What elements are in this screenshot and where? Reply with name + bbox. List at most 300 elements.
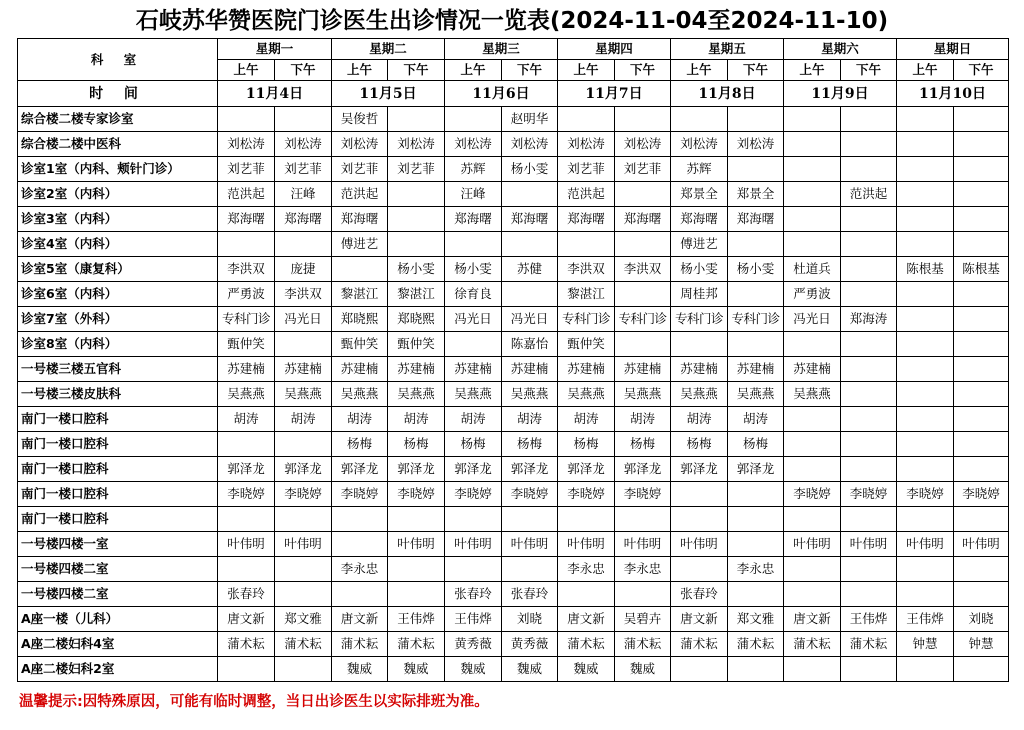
doctor-cell (897, 357, 954, 382)
pm-header: 下午 (388, 60, 445, 81)
doctor-cell: 李晓婷 (784, 482, 841, 507)
doctor-cell (841, 457, 897, 482)
doctor-cell: 叶伟明 (218, 532, 275, 557)
doctor-cell: 唐文新 (218, 607, 275, 632)
pm-header: 下午 (615, 60, 671, 81)
doctor-cell (897, 182, 954, 207)
date-header-tue: 11月5日 (332, 81, 445, 107)
pm-header: 下午 (502, 60, 558, 81)
day-header-wed: 星期三 (445, 39, 558, 60)
doctor-cell: 苏建楠 (558, 357, 615, 382)
doctor-cell: 傅进艺 (671, 232, 728, 257)
am-header: 上午 (218, 60, 275, 81)
doctor-cell (332, 532, 388, 557)
doctor-cell: 专科门诊 (671, 307, 728, 332)
doctor-cell: 黎湛江 (558, 282, 615, 307)
doctor-cell: 胡涛 (332, 407, 388, 432)
doctor-cell: 李洪双 (615, 257, 671, 282)
doctor-cell: 郑海曙 (275, 207, 332, 232)
doctor-cell: 吴燕燕 (671, 382, 728, 407)
doctor-cell: 蒲术耘 (332, 632, 388, 657)
doctor-cell: 徐育良 (445, 282, 502, 307)
doctor-cell (388, 232, 445, 257)
doctor-cell (388, 507, 445, 532)
dept-name-cell: 诊室6室（内科） (18, 282, 218, 307)
doctor-cell (954, 157, 1009, 182)
table-row (18, 357, 1009, 382)
dept-name-cell: 综合楼二楼专家诊室 (18, 107, 218, 132)
doctor-cell: 吴燕燕 (615, 382, 671, 407)
date-header-fri: 11月8日 (671, 81, 784, 107)
doctor-cell: 魏威 (615, 657, 671, 682)
doctor-cell (841, 207, 897, 232)
doctor-cell (615, 182, 671, 207)
doctor-cell (897, 232, 954, 257)
doctor-cell: 蒲术耘 (388, 632, 445, 657)
doctor-cell: 吴燕燕 (728, 382, 784, 407)
doctor-cell: 郭泽龙 (218, 457, 275, 482)
doctor-cell (728, 107, 784, 132)
doctor-cell: 冯光日 (784, 307, 841, 332)
doctor-cell (841, 382, 897, 407)
doctor-cell: 刘艺菲 (558, 157, 615, 182)
doctor-cell: 郑海曙 (728, 207, 784, 232)
dept-name-cell: 南门一楼口腔科 (18, 507, 218, 532)
doctor-cell: 陈根基 (954, 257, 1009, 282)
dept-name-cell: 诊室2室（内科） (18, 182, 218, 207)
doctor-cell: 黄秀薇 (445, 632, 502, 657)
doctor-cell (897, 307, 954, 332)
doctor-cell (445, 557, 502, 582)
am-header: 上午 (332, 60, 388, 81)
doctor-cell: 吴俊哲 (332, 107, 388, 132)
doctor-cell: 郭泽龙 (671, 457, 728, 482)
doctor-cell: 范洪起 (841, 182, 897, 207)
doctor-cell: 专科门诊 (615, 307, 671, 332)
doctor-cell (728, 232, 784, 257)
doctor-cell (784, 157, 841, 182)
doctor-cell: 郑晓熙 (388, 307, 445, 332)
day-header-sat: 星期六 (784, 39, 897, 60)
doctor-cell: 魏威 (332, 657, 388, 682)
doctor-cell: 李洪双 (558, 257, 615, 282)
doctor-cell (558, 507, 615, 532)
am-header: 上午 (445, 60, 502, 81)
doctor-cell (502, 282, 558, 307)
doctor-cell (784, 582, 841, 607)
doctor-cell (841, 507, 897, 532)
dept-name-cell: 南门一楼口腔科 (18, 407, 218, 432)
doctor-cell (445, 107, 502, 132)
doctor-cell: 刘松涛 (615, 132, 671, 157)
doctor-cell: 汪峰 (275, 182, 332, 207)
doctor-cell: 吴燕燕 (332, 382, 388, 407)
doctor-cell: 吴燕燕 (388, 382, 445, 407)
doctor-cell (954, 132, 1009, 157)
dept-name-cell: 诊室8室（内科） (18, 332, 218, 357)
doctor-cell: 刘松涛 (218, 132, 275, 157)
doctor-cell (728, 482, 784, 507)
pm-header: 下午 (275, 60, 332, 81)
doctor-cell: 郭泽龙 (502, 457, 558, 482)
doctor-cell: 蒲术耘 (841, 632, 897, 657)
table-row (18, 457, 1009, 482)
doctor-cell: 甄仲笑 (218, 332, 275, 357)
doctor-cell: 杨小雯 (388, 257, 445, 282)
table-row (18, 407, 1009, 432)
doctor-cell (502, 232, 558, 257)
doctor-cell: 叶伟明 (275, 532, 332, 557)
doctor-cell (784, 232, 841, 257)
doctor-cell: 冯光日 (502, 307, 558, 332)
doctor-cell: 唐文新 (558, 607, 615, 632)
doctor-cell: 胡涛 (671, 407, 728, 432)
dept-name-cell: 综合楼二楼中医科 (18, 132, 218, 157)
doctor-cell (841, 107, 897, 132)
doctor-cell (615, 107, 671, 132)
dept-name-cell: A座二楼妇科2室 (18, 657, 218, 682)
doctor-cell: 专科门诊 (558, 307, 615, 332)
doctor-cell (615, 582, 671, 607)
doctor-cell (841, 432, 897, 457)
doctor-cell: 刘艺菲 (615, 157, 671, 182)
doctor-cell (954, 382, 1009, 407)
doctor-cell (784, 207, 841, 232)
dept-name-cell: 一号楼三楼五官科 (18, 357, 218, 382)
doctor-cell (275, 582, 332, 607)
doctor-cell: 蒲术耘 (728, 632, 784, 657)
doctor-cell (728, 332, 784, 357)
date-header-sun: 11月10日 (897, 81, 1009, 107)
doctor-cell: 刘松涛 (332, 132, 388, 157)
doctor-cell: 张春玲 (218, 582, 275, 607)
doctor-cell: 郑海曙 (558, 207, 615, 232)
doctor-cell (841, 357, 897, 382)
doctor-cell: 郑晓熙 (332, 307, 388, 332)
doctor-cell: 李永忠 (615, 557, 671, 582)
doctor-cell: 郑文雅 (275, 607, 332, 632)
doctor-cell: 刘松涛 (388, 132, 445, 157)
doctor-cell (218, 507, 275, 532)
doctor-cell (897, 407, 954, 432)
doctor-cell: 李晓婷 (502, 482, 558, 507)
doctor-cell: 刘松涛 (445, 132, 502, 157)
doctor-cell: 杨梅 (728, 432, 784, 457)
day-header-sun: 星期日 (897, 39, 1009, 60)
doctor-cell: 胡涛 (558, 407, 615, 432)
date-header-wed: 11月6日 (445, 81, 558, 107)
table-row (18, 532, 1009, 557)
time-header: 时 间 (18, 81, 218, 107)
doctor-cell (502, 557, 558, 582)
doctor-cell: 蒲术耘 (558, 632, 615, 657)
doctor-cell: 李晓婷 (275, 482, 332, 507)
doctor-cell: 郭泽龙 (558, 457, 615, 482)
doctor-cell (502, 182, 558, 207)
doctor-cell (897, 457, 954, 482)
doctor-cell (841, 557, 897, 582)
doctor-cell (954, 357, 1009, 382)
table-row (18, 307, 1009, 332)
doctor-cell: 杜道兵 (784, 257, 841, 282)
doctor-cell: 专科门诊 (728, 307, 784, 332)
pm-header: 下午 (841, 60, 897, 81)
doctor-cell: 苏建楠 (445, 357, 502, 382)
doctor-cell: 吴燕燕 (784, 382, 841, 407)
table-row (18, 557, 1009, 582)
doctor-cell: 李洪双 (218, 257, 275, 282)
doctor-cell (558, 582, 615, 607)
doctor-cell (275, 232, 332, 257)
doctor-cell (784, 432, 841, 457)
day-header-tue: 星期二 (332, 39, 445, 60)
doctor-cell: 苏建楠 (332, 357, 388, 382)
doctor-cell: 郑海曙 (218, 207, 275, 232)
doctor-cell (897, 382, 954, 407)
doctor-cell: 蒲术耘 (671, 632, 728, 657)
doctor-cell: 叶伟明 (615, 532, 671, 557)
doctor-cell (841, 232, 897, 257)
doctor-cell: 王伟烨 (897, 607, 954, 632)
doctor-cell: 李永忠 (558, 557, 615, 582)
doctor-cell: 叶伟明 (784, 532, 841, 557)
dept-name-cell: 诊室5室（康复科） (18, 257, 218, 282)
doctor-cell: 郑海曙 (332, 207, 388, 232)
doctor-cell: 苏建楠 (218, 357, 275, 382)
doctor-cell: 胡涛 (218, 407, 275, 432)
doctor-cell: 叶伟明 (841, 532, 897, 557)
doctor-cell (445, 332, 502, 357)
doctor-cell: 专科门诊 (218, 307, 275, 332)
doctor-cell: 吴燕燕 (502, 382, 558, 407)
doctor-cell: 李晓婷 (954, 482, 1009, 507)
doctor-cell (897, 657, 954, 682)
doctor-cell: 郑海曙 (502, 207, 558, 232)
dept-name-cell: 诊室1室（内科、颊针门诊） (18, 157, 218, 182)
doctor-cell: 刘松涛 (728, 132, 784, 157)
doctor-cell: 杨梅 (615, 432, 671, 457)
doctor-cell: 刘艺菲 (332, 157, 388, 182)
doctor-cell (728, 582, 784, 607)
table-row (18, 382, 1009, 407)
table-row (18, 132, 1009, 157)
doctor-cell: 吴碧卉 (615, 607, 671, 632)
date-header-mon: 11月4日 (218, 81, 332, 107)
day-header-thu: 星期四 (558, 39, 671, 60)
doctor-cell (388, 582, 445, 607)
doctor-cell (275, 507, 332, 532)
doctor-cell: 周桂邦 (671, 282, 728, 307)
doctor-cell: 钟慧 (954, 632, 1009, 657)
doctor-cell (671, 107, 728, 132)
doctor-cell (332, 507, 388, 532)
doctor-cell: 吴燕燕 (218, 382, 275, 407)
doctor-cell (954, 332, 1009, 357)
doctor-cell (841, 132, 897, 157)
doctor-cell: 刘艺菲 (218, 157, 275, 182)
table-row (18, 207, 1009, 232)
table-row (18, 582, 1009, 607)
doctor-cell (784, 332, 841, 357)
doctor-cell: 刘松涛 (671, 132, 728, 157)
doctor-cell: 李永忠 (332, 557, 388, 582)
doctor-cell: 刘晓 (502, 607, 558, 632)
doctor-cell (332, 582, 388, 607)
doctor-cell (388, 107, 445, 132)
table-row (18, 257, 1009, 282)
doctor-cell (275, 432, 332, 457)
doctor-cell: 蒲术耘 (615, 632, 671, 657)
doctor-cell: 杨小雯 (671, 257, 728, 282)
doctor-cell: 李晓婷 (558, 482, 615, 507)
doctor-cell (897, 507, 954, 532)
doctor-cell (954, 107, 1009, 132)
doctor-cell (954, 407, 1009, 432)
doctor-cell (954, 207, 1009, 232)
doctor-cell: 魏威 (445, 657, 502, 682)
doctor-cell (671, 507, 728, 532)
doctor-cell: 郭泽龙 (388, 457, 445, 482)
doctor-cell: 王伟烨 (445, 607, 502, 632)
doctor-cell: 王伟烨 (388, 607, 445, 632)
doctor-cell: 叶伟明 (897, 532, 954, 557)
doctor-cell: 冯光日 (445, 307, 502, 332)
doctor-cell: 杨小雯 (728, 257, 784, 282)
doctor-cell (897, 282, 954, 307)
dept-name-cell: 南门一楼口腔科 (18, 457, 218, 482)
doctor-cell (841, 657, 897, 682)
dept-name-cell: 南门一楼口腔科 (18, 432, 218, 457)
table-row (18, 607, 1009, 632)
doctor-cell: 郑景全 (728, 182, 784, 207)
doctor-cell: 傅进艺 (332, 232, 388, 257)
doctor-cell: 钟慧 (897, 632, 954, 657)
doctor-cell (897, 332, 954, 357)
doctor-cell: 郑海曙 (615, 207, 671, 232)
doctor-cell: 叶伟明 (671, 532, 728, 557)
doctor-cell: 李晓婷 (445, 482, 502, 507)
doctor-cell: 胡涛 (388, 407, 445, 432)
doctor-cell (841, 157, 897, 182)
doctor-cell (502, 507, 558, 532)
doctor-cell: 郭泽龙 (332, 457, 388, 482)
table-row (18, 157, 1009, 182)
doctor-cell: 叶伟明 (502, 532, 558, 557)
page-title: 石岐苏华赞医院门诊医生出诊情况一览表(2024-11-04至2024-11-10) (135, 8, 889, 34)
dept-name-cell: 诊室7室（外科） (18, 307, 218, 332)
doctor-cell: 郑海曙 (445, 207, 502, 232)
doctor-cell: 苏建楠 (784, 357, 841, 382)
pm-header: 下午 (728, 60, 784, 81)
doctor-cell (897, 432, 954, 457)
doctor-cell: 杨梅 (332, 432, 388, 457)
doctor-cell (728, 507, 784, 532)
doctor-cell (954, 507, 1009, 532)
dept-name-cell: 诊室4室（内科） (18, 232, 218, 257)
doctor-cell (784, 407, 841, 432)
doctor-cell: 胡涛 (445, 407, 502, 432)
doctor-cell: 郑文雅 (728, 607, 784, 632)
doctor-cell (615, 282, 671, 307)
doctor-cell: 胡涛 (275, 407, 332, 432)
doctor-cell: 严勇波 (784, 282, 841, 307)
doctor-cell (784, 557, 841, 582)
table-row (18, 182, 1009, 207)
doctor-cell (784, 507, 841, 532)
doctor-cell: 叶伟明 (954, 532, 1009, 557)
doctor-cell: 苏辉 (445, 157, 502, 182)
am-header: 上午 (671, 60, 728, 81)
doctor-cell: 吴燕燕 (445, 382, 502, 407)
doctor-cell (275, 332, 332, 357)
doctor-cell: 杨梅 (558, 432, 615, 457)
doctor-cell (671, 482, 728, 507)
doctor-cell (897, 157, 954, 182)
doctor-cell: 李洪双 (275, 282, 332, 307)
doctor-cell (615, 507, 671, 532)
doctor-cell: 唐文新 (671, 607, 728, 632)
doctor-cell (728, 282, 784, 307)
doctor-cell (671, 332, 728, 357)
doctor-cell (218, 432, 275, 457)
doctor-cell (218, 657, 275, 682)
doctor-cell: 甄仲笑 (332, 332, 388, 357)
doctor-cell: 叶伟明 (445, 532, 502, 557)
doctor-cell (841, 582, 897, 607)
table-row (18, 332, 1009, 357)
doctor-cell: 刘松涛 (275, 132, 332, 157)
schedule-table (17, 38, 1009, 682)
doctor-cell (275, 657, 332, 682)
date-header-thu: 11月7日 (558, 81, 671, 107)
doctor-cell: 苏辉 (671, 157, 728, 182)
doctor-cell (954, 457, 1009, 482)
doctor-cell: 郑景全 (671, 182, 728, 207)
doctor-cell (897, 107, 954, 132)
am-header: 上午 (784, 60, 841, 81)
doctor-cell: 冯光日 (275, 307, 332, 332)
doctor-cell: 范洪起 (218, 182, 275, 207)
table-row (18, 657, 1009, 682)
doctor-cell: 魏威 (388, 657, 445, 682)
doctor-cell (388, 207, 445, 232)
doctor-cell (275, 107, 332, 132)
doctor-cell (954, 182, 1009, 207)
doctor-cell: 郑海曙 (671, 207, 728, 232)
doctor-cell (445, 232, 502, 257)
doctor-cell (954, 232, 1009, 257)
doctor-cell: 陈根基 (897, 257, 954, 282)
pm-header: 下午 (954, 60, 1009, 81)
doctor-cell (332, 257, 388, 282)
doctor-cell (954, 582, 1009, 607)
doctor-cell: 魏威 (558, 657, 615, 682)
footer-note: 温馨提示:因特殊原因，可能有临时调整，当日出诊医生以实际排班为准。 (19, 694, 489, 710)
doctor-cell: 李晓婷 (388, 482, 445, 507)
dept-name-cell: 南门一楼口腔科 (18, 482, 218, 507)
doctor-cell: 王伟烨 (841, 607, 897, 632)
doctor-cell (218, 107, 275, 132)
doctor-cell (841, 332, 897, 357)
doctor-cell: 杨梅 (388, 432, 445, 457)
dept-name-cell: 一号楼四楼一室 (18, 532, 218, 557)
doctor-cell: 苏建楠 (275, 357, 332, 382)
doctor-cell: 叶伟明 (388, 532, 445, 557)
doctor-cell: 叶伟明 (558, 532, 615, 557)
doctor-cell (841, 282, 897, 307)
doctor-cell (897, 557, 954, 582)
doctor-cell: 苏建楠 (728, 357, 784, 382)
